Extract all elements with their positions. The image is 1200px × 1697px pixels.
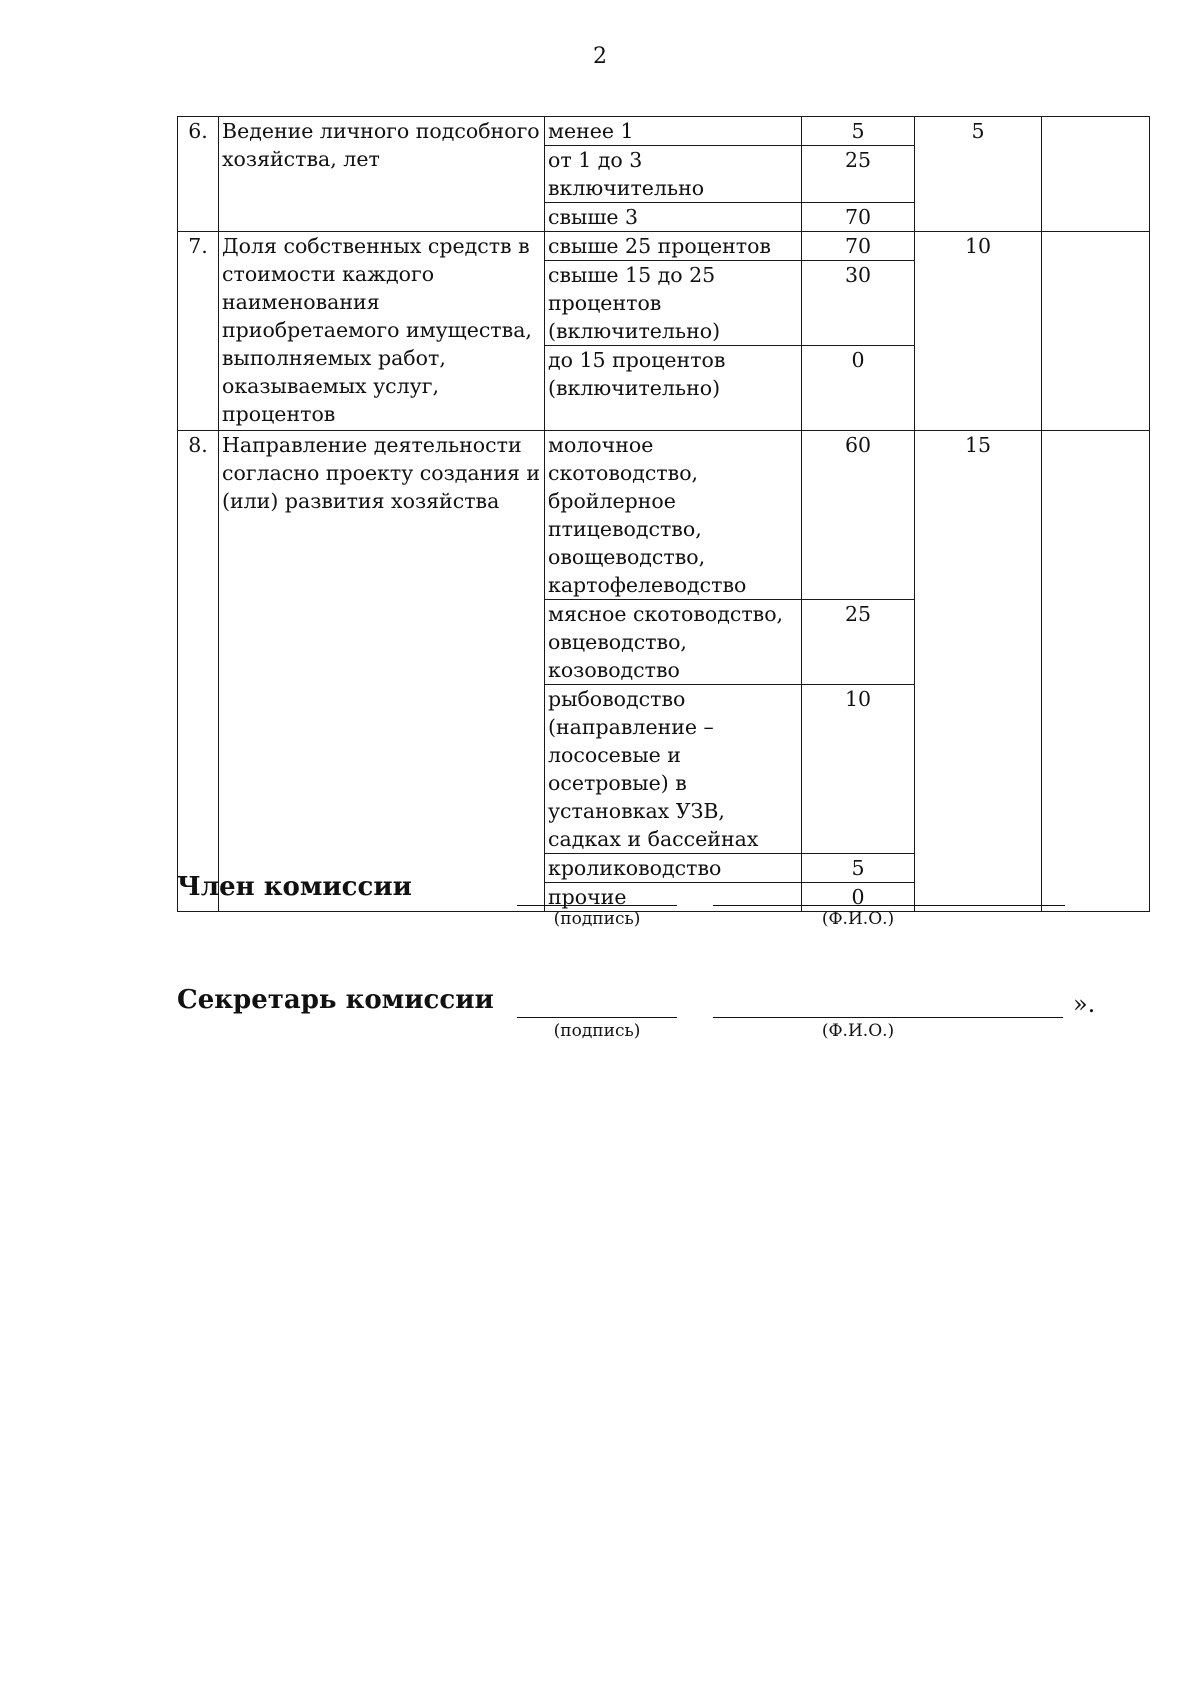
score-cell: 30 [802,261,915,346]
secretary-name-caption: (Ф.И.О.) [821,1021,895,1041]
option-cell: свыше 3 [545,203,802,232]
member-title: Член комиссии [177,872,412,902]
score-cell: 25 [802,146,915,203]
row-number: 6. [178,117,219,232]
option-cell: мясное скотоводство, овцеводство, козоводство [545,600,802,685]
blank-cell [1042,232,1150,431]
member-name-caption: (Ф.И.О.) [821,909,895,929]
row-number: 7. [178,232,219,431]
closing-quote: ». [1073,990,1096,1018]
option-cell: до 15 процентов (включительно) [545,346,802,431]
blank-cell [1042,431,1150,912]
member-name-line[interactable] [713,905,1065,906]
weight-cell: 5 [915,117,1042,232]
secretary-signature-caption: (подпись) [553,1021,641,1041]
table-row [178,431,1150,600]
criteria-table [177,116,1150,912]
table-row [178,232,1150,261]
weight-cell: 15 [915,431,1042,912]
option-cell: кролиководство [545,854,802,883]
option-cell: от 1 до 3 включительно [545,146,802,203]
score-cell: 5 [802,854,915,883]
option-cell: рыбоводство (направление – лососевые и осетровые) в установках УЗВ, садках и бассейнах [545,685,802,854]
criterion-cell: Доля собственных средств в стоимости каждого наименования приобретаемого имущества, выполняемых работ, оказываемых услуг, процентов [219,232,545,431]
score-cell: 0 [802,883,915,912]
member-signature-line[interactable] [517,905,677,906]
member-signature-caption: (подпись) [553,909,641,929]
score-cell: 25 [802,600,915,685]
criterion-cell: Ведение личного подсобного хозяйства, лет [219,117,545,232]
score-cell: 10 [802,685,915,854]
score-cell: 5 [802,117,915,146]
weight-cell: 10 [915,232,1042,431]
score-cell: 60 [802,431,915,600]
secretary-signature-line[interactable] [517,1017,677,1018]
secretary-title: Секретарь комиссии [177,985,494,1015]
blank-cell [1042,117,1150,232]
option-cell: прочие [545,883,802,912]
secretary-name-line[interactable] [713,1017,1063,1018]
page-number: 2 [593,44,607,69]
score-cell: 0 [802,346,915,431]
score-cell: 70 [802,203,915,232]
criterion-cell: Направление деятельности согласно проекту создания и (или) развития хозяйства [219,431,545,912]
option-cell: свыше 15 до 25 процентов (включительно) [545,261,802,346]
option-cell: свыше 25 процентов [545,232,802,261]
table-row [178,117,1150,146]
row-number: 8. [178,431,219,912]
score-cell: 70 [802,232,915,261]
option-cell: менее 1 [545,117,802,146]
option-cell: молочное скотоводство, бройлерное птицеводство, овощеводство, картофелеводство [545,431,802,600]
